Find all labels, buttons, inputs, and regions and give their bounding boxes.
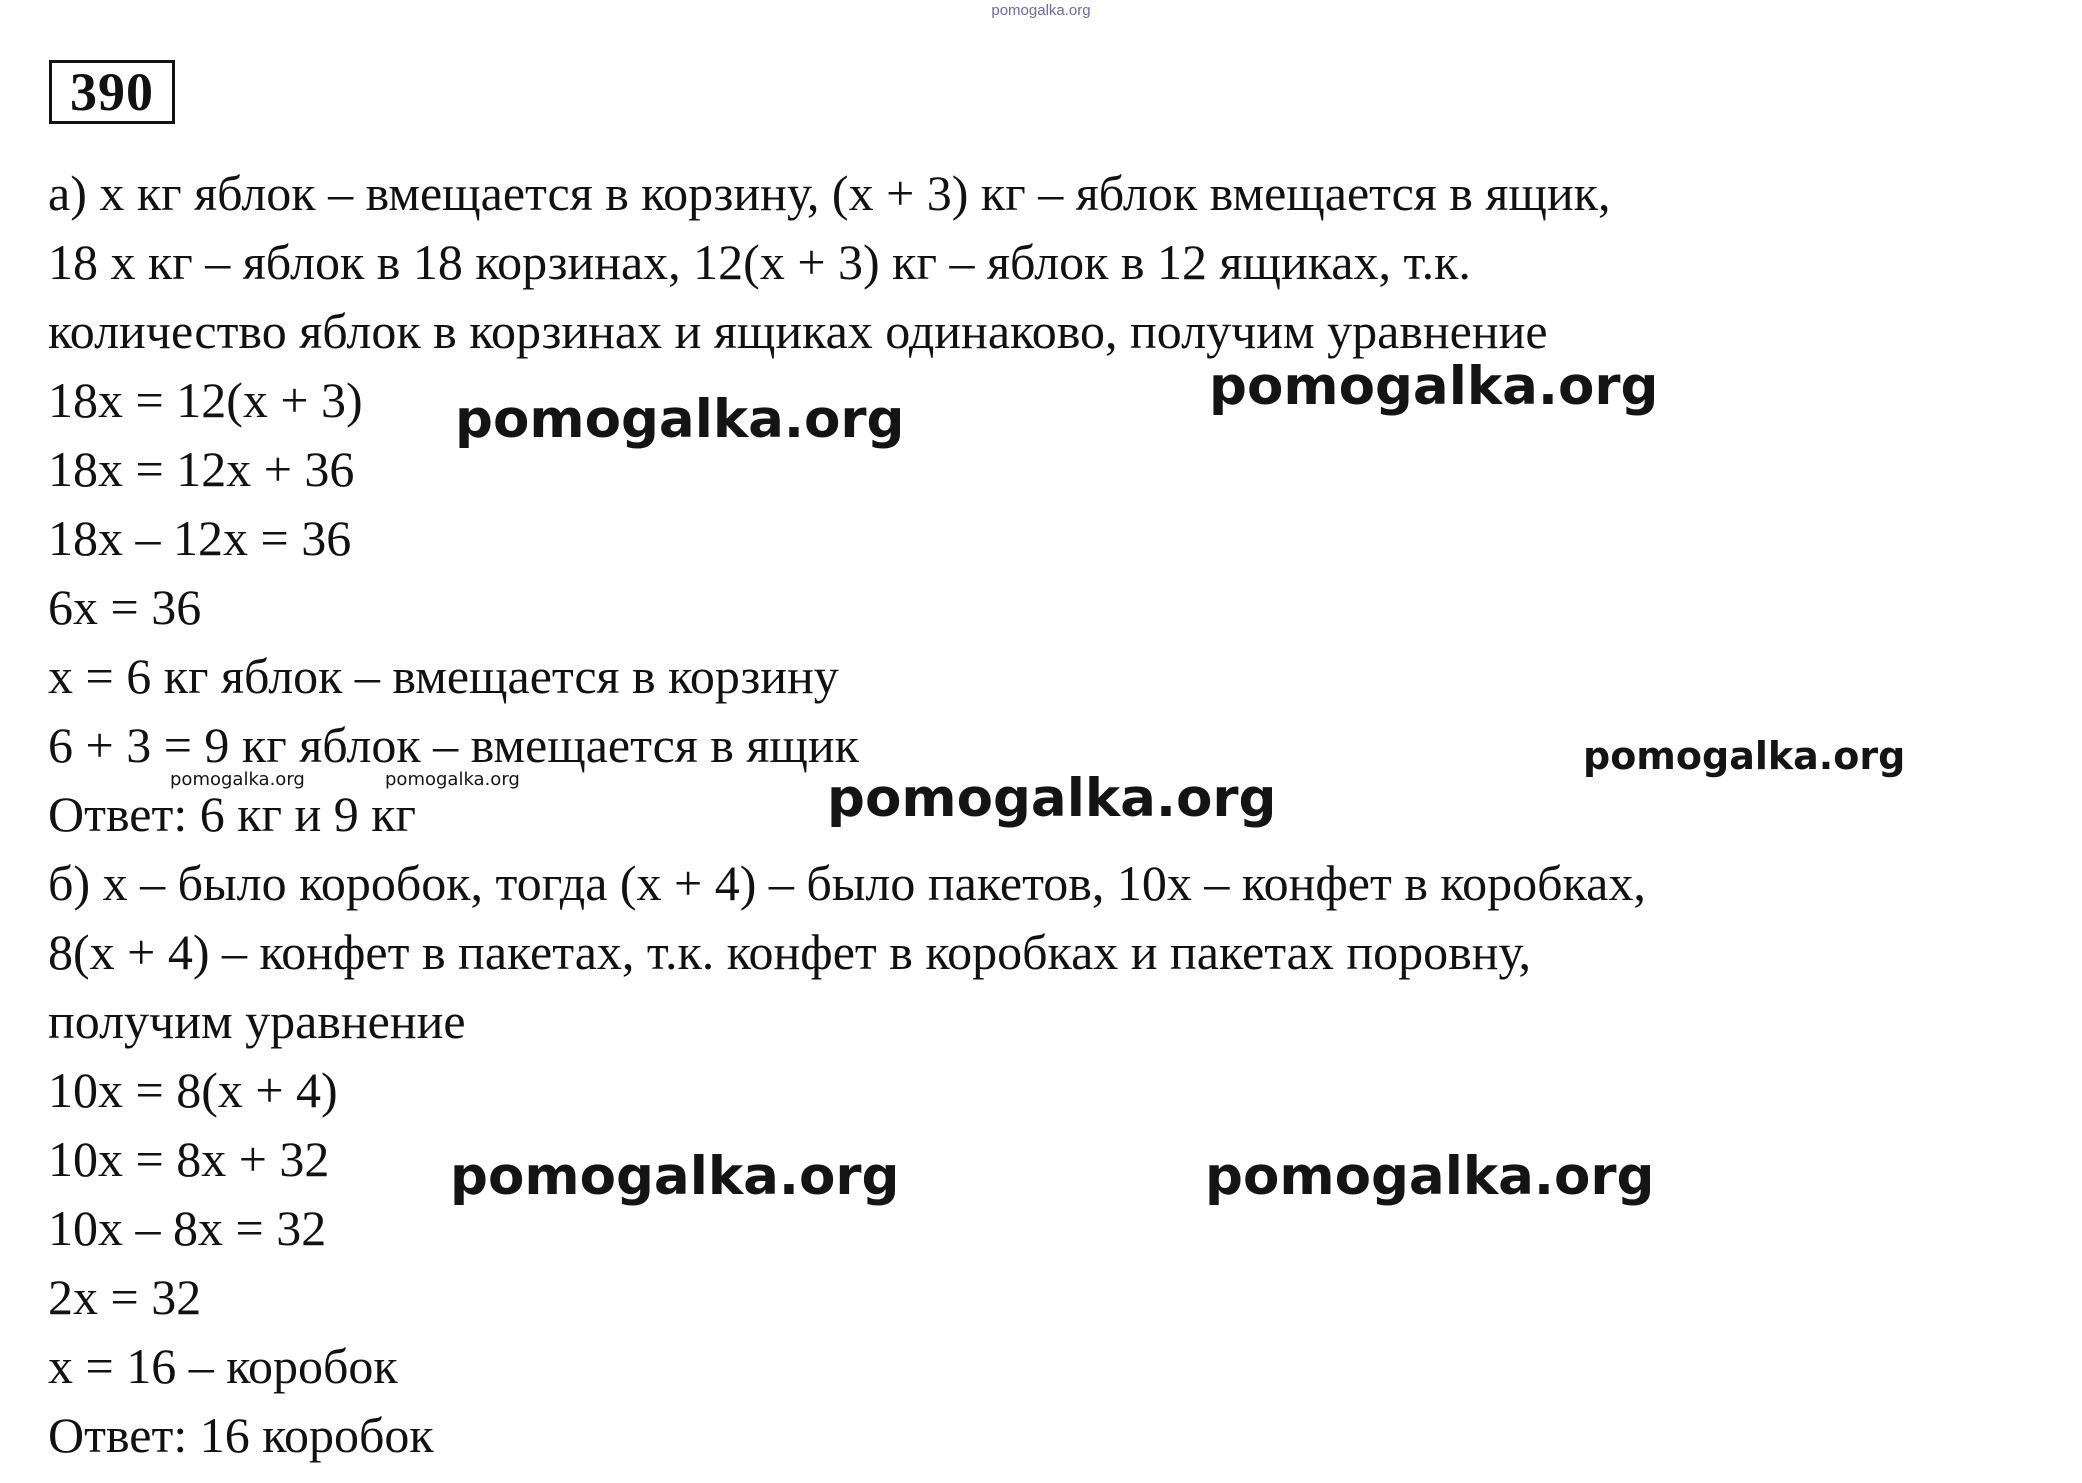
answer-line: Ответ: 6 кг и 9 кг (48, 786, 417, 842)
top-watermark: pomogalka.org (991, 2, 1091, 19)
watermark: pomogalka.org (827, 768, 1277, 829)
solution-line: б) х – было коробок, тогда (х + 4) – было пакетов, 10х – конфет в коробках, (48, 855, 1646, 911)
solution-line: х = 6 кг яблок – вмещается в корзину (48, 648, 839, 704)
solution-line: х = 16 – коробок (48, 1338, 398, 1394)
solution-line: а) х кг яблок – вмещается в корзину, (х + 3) кг – яблок вмещается в ящик, (48, 165, 1611, 221)
equation-line: 6х = 36 (48, 579, 202, 635)
equation-line: 2х = 32 (48, 1269, 202, 1325)
solution-line: получим уравнение (48, 993, 466, 1049)
solution-line: количество яблок в корзинах и ящиках одинаково, получим уравнение (48, 303, 1548, 359)
watermark: pomogalka.org (1583, 734, 1906, 778)
problem-number: 390 (49, 60, 175, 124)
equation-line: 18х = 12(х + 3) (48, 372, 363, 428)
watermark: pomogalka.org (1205, 1146, 1655, 1207)
equation-line: 18х = 12х + 36 (48, 441, 355, 497)
equation-line: 10х = 8(х + 4) (48, 1062, 338, 1118)
watermark: pomogalka.org (455, 389, 905, 450)
answer-line: Ответ: 16 коробок (48, 1407, 434, 1463)
equation-line: 18х – 12х = 36 (48, 510, 352, 566)
watermark: pomogalka.org (385, 769, 520, 790)
watermark: pomogalka.org (450, 1146, 900, 1207)
equation-line: 10х = 8х + 32 (48, 1131, 330, 1187)
watermark: pomogalka.org (170, 769, 305, 790)
watermark: pomogalka.org (1209, 356, 1659, 417)
solution-line: 8(х + 4) – конфет в пакетах, т.к. конфет в коробках и пакетах поровну, (48, 924, 1531, 980)
equation-line: 10х – 8х = 32 (48, 1200, 327, 1256)
solution-line: 18 х кг – яблок в 18 корзинах, 12(х + 3) кг – яблок в 12 ящиках, т.к. (48, 234, 1471, 290)
solution-line: 6 + 3 = 9 кг яблок – вмещается в ящик (48, 717, 859, 773)
